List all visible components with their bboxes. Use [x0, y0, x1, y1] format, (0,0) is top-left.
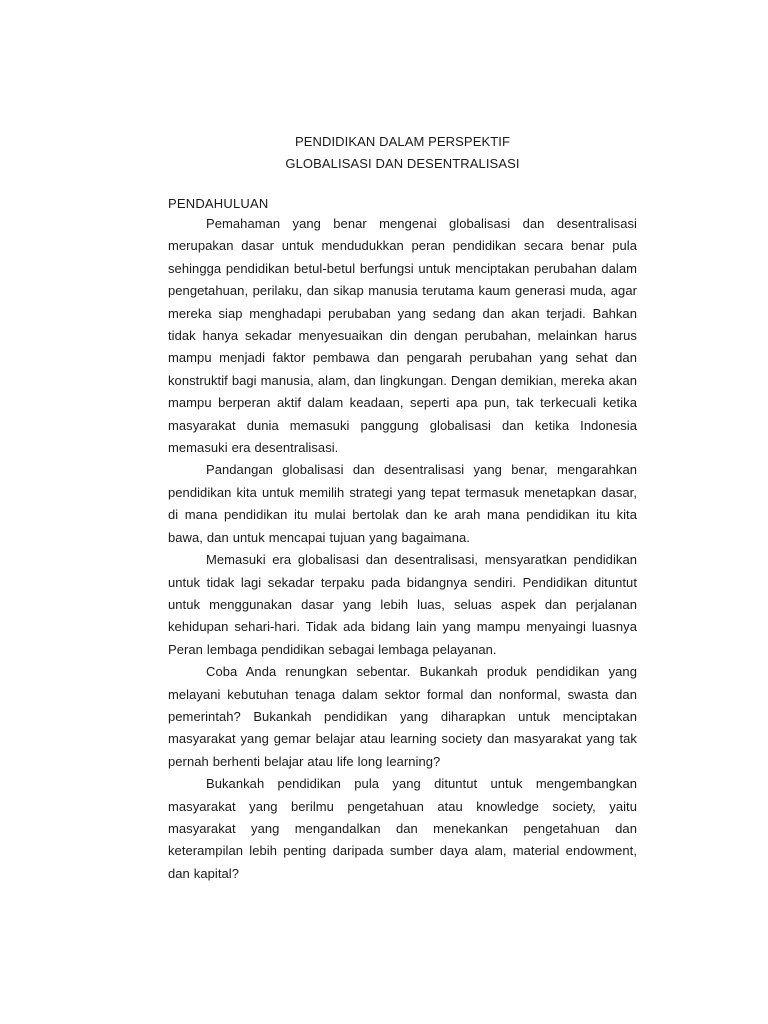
- title-line-1: PENDIDIKAN DALAM PERSPEKTIF: [294, 134, 511, 149]
- document-body: [168, 131, 637, 885]
- paragraph-2: Pandangan globalisasi dan desentralisasi yang benar, mengarahkan pendidikan kita untuk memilih strategi yang tepat termasuk menetapkan dasar, di mana pendidikan itu mulai bertolak dan ke arah mana pendidikan itu kita bawa, dan untuk mencapai tujuan yang bagaimana.: [168, 462, 637, 545]
- paragraph-1: Pemahaman yang benar mengenai globalisasi dan desentralisasi merupakan dasar untuk mendudukkan peran pendidikan secara benar pula sehingga pendidikan betul-betul berfungsi untuk menciptakan perubahan dalam pengetahuan, perilaku, dan sikap manusia terutama kaum generasi muda, agar mereka siap menghadapi perubaban yang sedang dan akan terjadi. Bahkan tidak hanya sekadar menyesuaikan din dengan perubahan, melainkan harus mampu menjadi faktor pembawa dan pengarah perubahan yang sehat dan konstruktif bagi manusia, alam, dan lingkungan. Dengan demikian, mereka akan mampu berperan aktif dalam keadaan, seperti apa pun, tak terkecuali ketika masyarakat dunia memasuki panggung globalisasi dan ketika Indonesia memasuki era desentralisasi.: [168, 216, 637, 456]
- paragraph-4: Coba Anda renungkan sebentar. Bukankah produk pendidikan yang melayani kebutuhan tenaga dalam sektor formal dan nonformal, swasta dan pemerintah? Bukankah pendidikan yang diharapkan untuk menciptakan masyarakat yang gemar belajar atau learning society dan masyarakat yang tak pernah berhenti belajar atau life long learning?: [168, 664, 637, 769]
- title-line-2: GLOBALISASI DAN DESENTRALISASI: [285, 156, 520, 171]
- section-heading: PENDAHULUAN: [168, 196, 269, 211]
- document-title: [168, 131, 637, 175]
- paragraph-5: Bukankah pendidikan pula yang dituntut untuk mengembangkan masyarakat yang berilmu pengetahuan atau knowledge society, yaitu masyarakat yang mengandalkan dan menekankan pengetahuan dan keterampilan lebih penting daripada sumber daya alam, material endowment, dan kapital?: [168, 776, 637, 881]
- paragraph-3: Memasuki era globalisasi dan desentralisasi, mensyaratkan pendidikan untuk tidak lagi sekadar terpaku pada bidangnya sendiri. Pendidikan dituntut untuk menggunakan dasar yang lebih luas, seluas aspek dan perjalanan kehidupan sehari-hari. Tidak ada bidang lain yang mampu menyaingi luasnya Peran lembaga pendidikan sebagai lembaga pelayanan.: [168, 552, 637, 657]
